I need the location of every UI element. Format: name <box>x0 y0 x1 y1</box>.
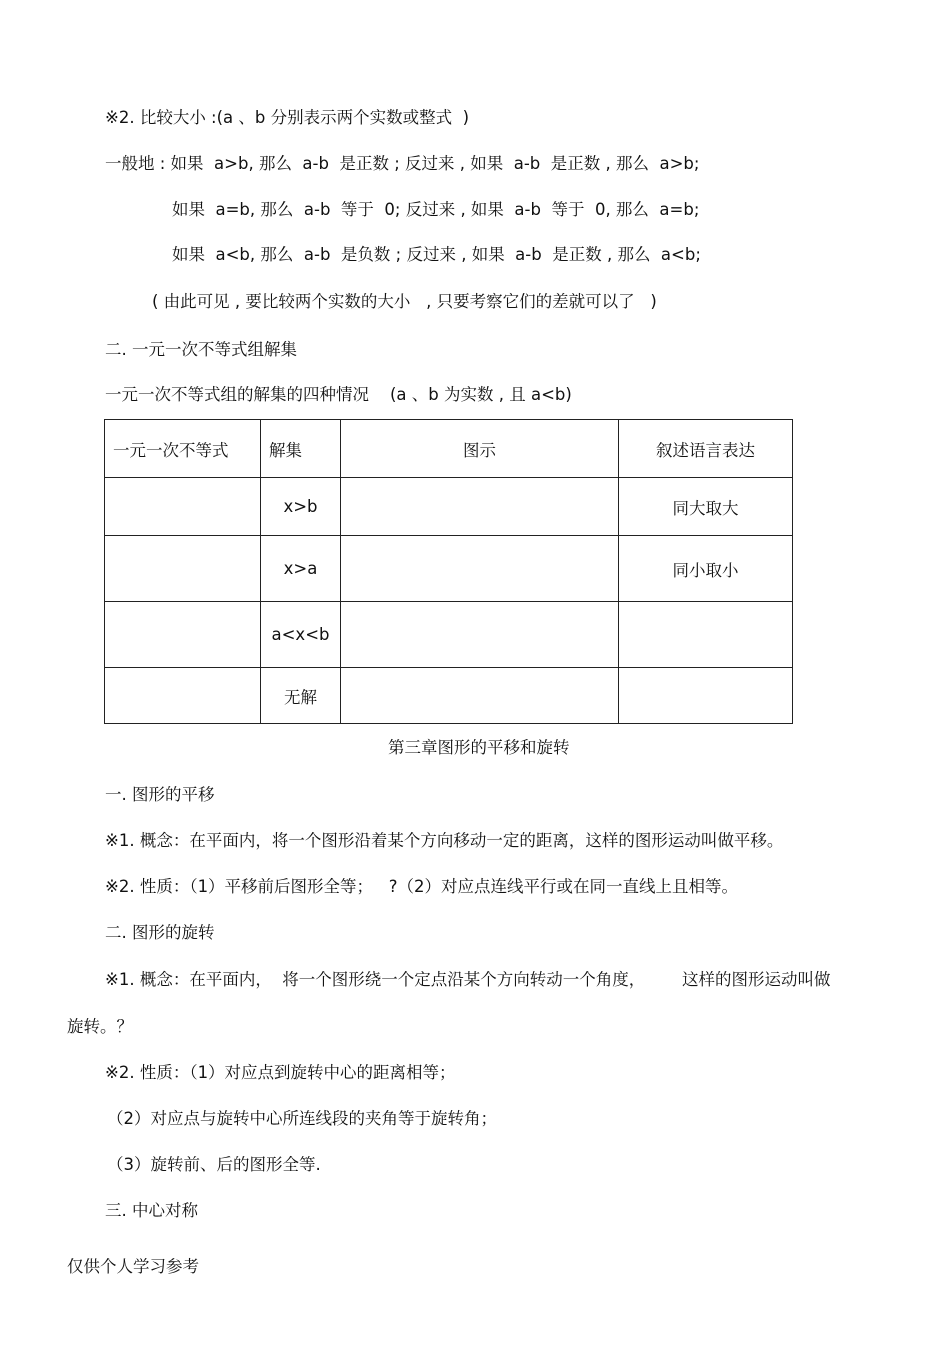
table-row <box>105 668 793 724</box>
section-heading-inequality-system: 二. 一元一次不等式组解集 <box>105 340 297 359</box>
header-phrase: 叙述语言表达 <box>619 420 793 478</box>
solution-cell: x>b <box>261 478 341 536</box>
table-row <box>105 602 793 668</box>
rule-equal: 如果 a=b, 那么 a-b 等于 0; 反过来 , 如果 a-b 等于 0, 那么 a=b; <box>172 200 700 219</box>
rotation-concept-cont: 旋转。？ <box>67 1017 133 1036</box>
diagram-cell <box>341 602 619 668</box>
header-diagram: 图示 <box>341 420 619 478</box>
phrase-cell <box>619 668 793 724</box>
solution-cell: a<x<b <box>261 602 341 668</box>
section-heading-translation: 一. 图形的平移 <box>105 785 215 804</box>
chapter-title: 第三章图形的平移和旋转 <box>388 738 570 757</box>
rule-greater: 一般地 : 如果 a>b, 那么 a-b 是正数 ; 反过来 , 如果 a-b 是正数 , 那么 a>b; <box>105 154 700 173</box>
system-cell <box>105 536 261 602</box>
phrase-cell: 同大取大 <box>619 478 793 536</box>
phrase-cell <box>619 602 793 668</box>
table-row <box>105 536 793 602</box>
solution-cell: 无解 <box>261 668 341 724</box>
translation-property: ※2. 性质：（1）平移前后图形全等； ?（2）对应点连线平行或在同一直线上且相等。 <box>105 877 739 896</box>
translation-concept: ※1. 概念：在平面内，将一个图形沿着某个方向移动一定的距离，这样的图形运动叫做平移。 <box>105 831 784 850</box>
compare-heading: ※2. 比较大小 :(a 、b 分别表示两个实数或整式 ) <box>105 108 470 127</box>
header-system: 一元一次不等式 <box>105 420 261 478</box>
solution-cell: x>a <box>261 536 341 602</box>
diagram-cell <box>341 536 619 602</box>
rule-conclusion: ( 由此可见 , 要比较两个实数的大小 , 只要考察它们的差就可以了 ) <box>152 292 657 311</box>
solution-set-table <box>104 419 793 724</box>
system-cell <box>105 602 261 668</box>
rotation-property-2: （2）对应点与旋转中心所连线段的夹角等于旋转角； <box>107 1109 497 1128</box>
footer-note: 仅供个人学习参考 <box>67 1257 199 1276</box>
section-heading-rotation: 二. 图形的旋转 <box>105 923 215 942</box>
rotation-property-1: ※2. 性质：（1）对应点到旋转中心的距离相等； <box>105 1063 456 1082</box>
rotation-concept: ※1. 概念：在平面内， 将一个图形绕一个定点沿某个方向转动一个角度， 这样的图形运动叫做 <box>105 970 831 989</box>
phrase-cell: 同小取小 <box>619 536 793 602</box>
table-row <box>105 478 793 536</box>
rule-less: 如果 a<b, 那么 a-b 是负数 ; 反过来 , 如果 a-b 是正数 , 那么 a<b; <box>172 245 701 264</box>
system-cell <box>105 668 261 724</box>
diagram-cell <box>341 668 619 724</box>
table-caption: 一元一次不等式组的解集的四种情况 (a 、b 为实数 , 且 a<b) <box>105 385 572 404</box>
system-cell <box>105 478 261 536</box>
rotation-property-3: （3）旋转前、后的图形全等. <box>107 1155 321 1174</box>
header-solution: 解集 <box>261 420 341 478</box>
table-header-row <box>105 420 793 478</box>
section-heading-central-symmetry: 三. 中心对称 <box>105 1201 198 1220</box>
diagram-cell <box>341 478 619 536</box>
